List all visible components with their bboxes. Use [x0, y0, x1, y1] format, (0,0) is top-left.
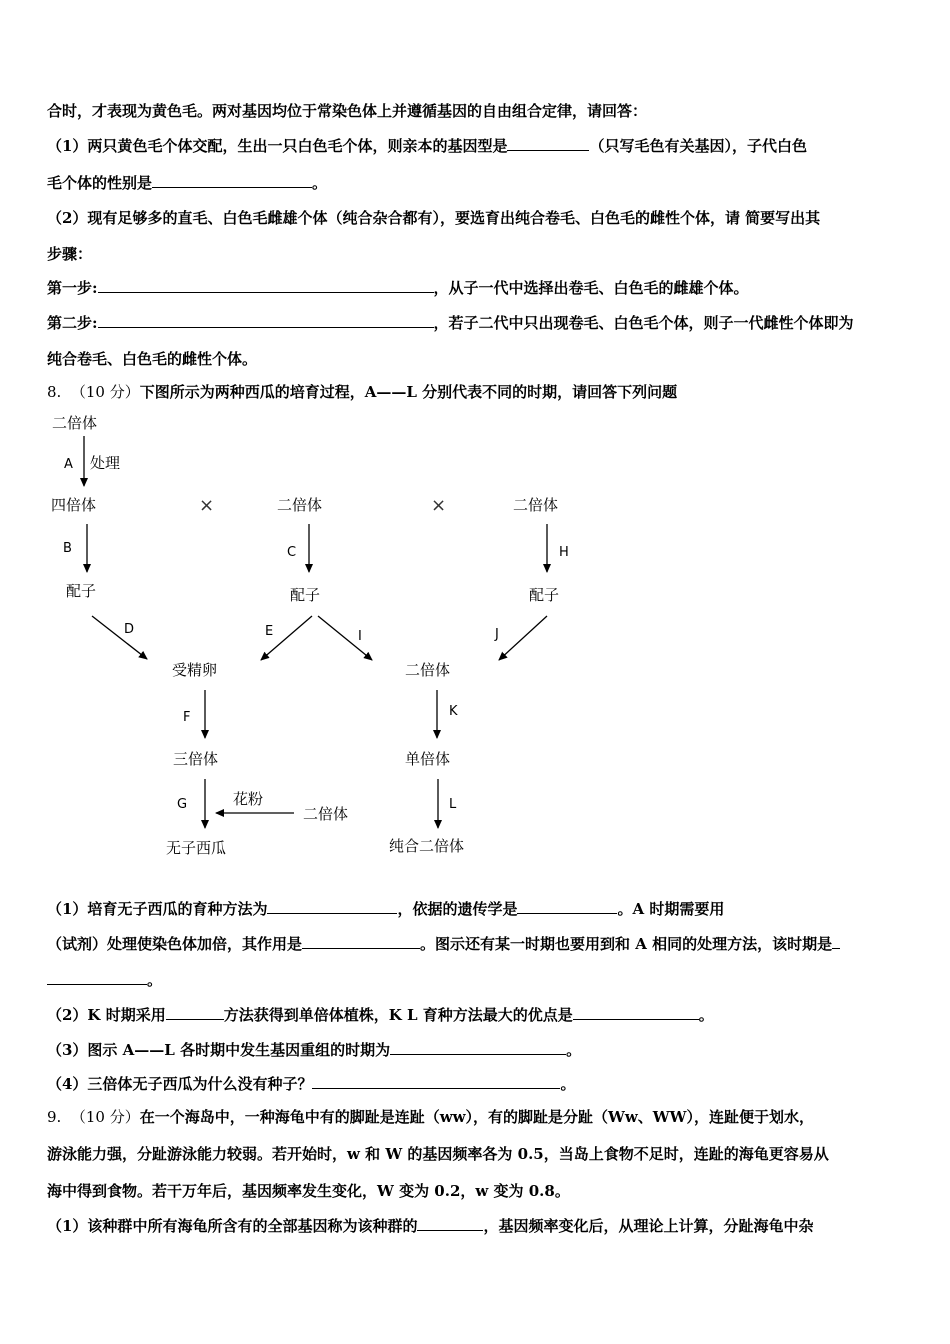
node-triploid: 三倍体: [173, 750, 219, 768]
label-L: L: [449, 797, 457, 812]
blank-reagent-effect[interactable]: [302, 934, 420, 949]
node-seedless-watermelon: 无子西瓜: [166, 839, 227, 857]
node-tetraploid: 四倍体: [51, 496, 97, 514]
blank-gene-pool[interactable]: [417, 1216, 483, 1231]
blank-no-seeds-reason[interactable]: [312, 1074, 560, 1089]
label-I: I: [358, 629, 362, 644]
label-K: K: [449, 704, 458, 719]
blank-same-period[interactable]: [832, 934, 840, 949]
node-pure-diploid: 纯合二倍体: [389, 837, 465, 855]
label-G: G: [177, 797, 188, 812]
blank-genetic-basis[interactable]: [517, 899, 617, 914]
text-line-4: （2）现有足够多的直毛、白色毛雌雄个体（纯合杂合都有），要选育出纯合卷毛、白色毛的雌性个体，请 简要写出其: [47, 209, 821, 227]
blank-kl-advantage[interactable]: [573, 1005, 699, 1020]
text-line-2: （1）两只黄色毛个体交配，生出一只白色毛个体，则亲本的基因型是 （只写毛色有关基因），子代白色: [47, 137, 807, 155]
q8-part1-line3: 。: [47, 970, 162, 990]
q9-line2: 游泳能力强，分趾游泳能力较弱。若开始时，w 和 W 的基因频率各为 0.5，当岛上食物不足时，连趾的海龟更容易从: [47, 1145, 829, 1163]
arrow-I: [318, 616, 372, 660]
q9-part1: （1）该种群中所有海龟所含有的全部基因称为该种群的 ，基因频率变化后，从理论上计算，分趾海龟中杂: [47, 1217, 814, 1235]
node-diploid-2: 二倍体: [405, 661, 451, 679]
blank-recombination-period[interactable]: [390, 1040, 566, 1055]
arrow-D: [92, 616, 147, 659]
label-pollen: 花粉: [233, 790, 264, 808]
q8-part1-line2: （试剂）处理使染色体加倍，其作用是 。图示还有某一时期也要用到和 A 相同的处理方法，该时期是: [47, 934, 840, 954]
node-diploid-pollen: 二倍体: [303, 805, 349, 823]
cross-symbol-2: ×: [431, 495, 447, 516]
blank-breeding-method[interactable]: [267, 899, 397, 914]
blank-same-period-cont[interactable]: [47, 970, 147, 985]
question-8-header: 8. （10 分）下图所示为两种西瓜的培育过程，A——L 分别代表不同的时期，请回答下列问题: [47, 383, 678, 401]
question-9-header: 9. （10 分）在一个海岛中，一种海龟中有的脚趾是连趾（ww），有的脚趾是分趾（Ww、WW），连趾便于划水，: [47, 1108, 814, 1126]
node-zygote: 受精卵: [172, 661, 218, 679]
label-A: A: [64, 457, 73, 472]
q8-part3: （3）图示 A——L 各时期中发生基因重组的时期为 。: [47, 1041, 582, 1059]
q8-part2: （2）K 时期采用 方法获得到单倍体植株，K L 育种方法最大的优点是 。: [47, 1006, 714, 1024]
node-diploid-right: 二倍体: [513, 496, 559, 514]
cross-symbol-1: ×: [199, 495, 215, 516]
label-treatment: 处理: [90, 454, 121, 472]
q8-part1-line1: （1）培育无子西瓜的育种方法为 ，依据的遗传学是 。A 时期需要用: [47, 900, 725, 918]
text-line-6: 第一步: ，从子一代中选择出卷毛、白色毛的雌雄个体。: [47, 279, 749, 297]
node-gamete-3: 配子: [529, 586, 560, 604]
blank-k-method[interactable]: [166, 1005, 224, 1020]
text-line-1: 合时，才表现为黄色毛。两对基因均位于常染色体上并遵循基因的自由组合定律，请回答：: [47, 102, 648, 120]
label-F: F: [183, 710, 191, 725]
q9-line3: 海中得到食物。若干万年后，基因频率发生变化，W 变为 0.2，w 变为 0.8。: [47, 1182, 570, 1200]
arrow-J: [499, 616, 547, 660]
text-line-5: 步骤：: [47, 245, 93, 263]
node-gamete-2: 配子: [290, 586, 321, 604]
label-H: H: [559, 545, 569, 560]
q8-part4: （4）三倍体无子西瓜为什么没有种子？ 。: [47, 1075, 576, 1093]
label-J: J: [495, 627, 499, 642]
node-haploid: 单倍体: [405, 750, 451, 768]
text-line-3: 毛个体的性别是 。: [47, 174, 328, 192]
label-C: C: [287, 545, 297, 560]
node-diploid-top: 二倍体: [52, 414, 98, 432]
node-gamete-1: 配子: [66, 582, 97, 600]
text-line-7: 第二步: ，若子二代中只出现卷毛、白色毛个体，则子一代雌性个体即为: [47, 314, 854, 332]
label-E: E: [265, 624, 274, 639]
label-D: D: [124, 622, 135, 637]
node-diploid-mid: 二倍体: [277, 496, 323, 514]
text-line-8: 纯合卷毛、白色毛的雌性个体。: [47, 350, 258, 368]
label-B: B: [63, 541, 72, 556]
